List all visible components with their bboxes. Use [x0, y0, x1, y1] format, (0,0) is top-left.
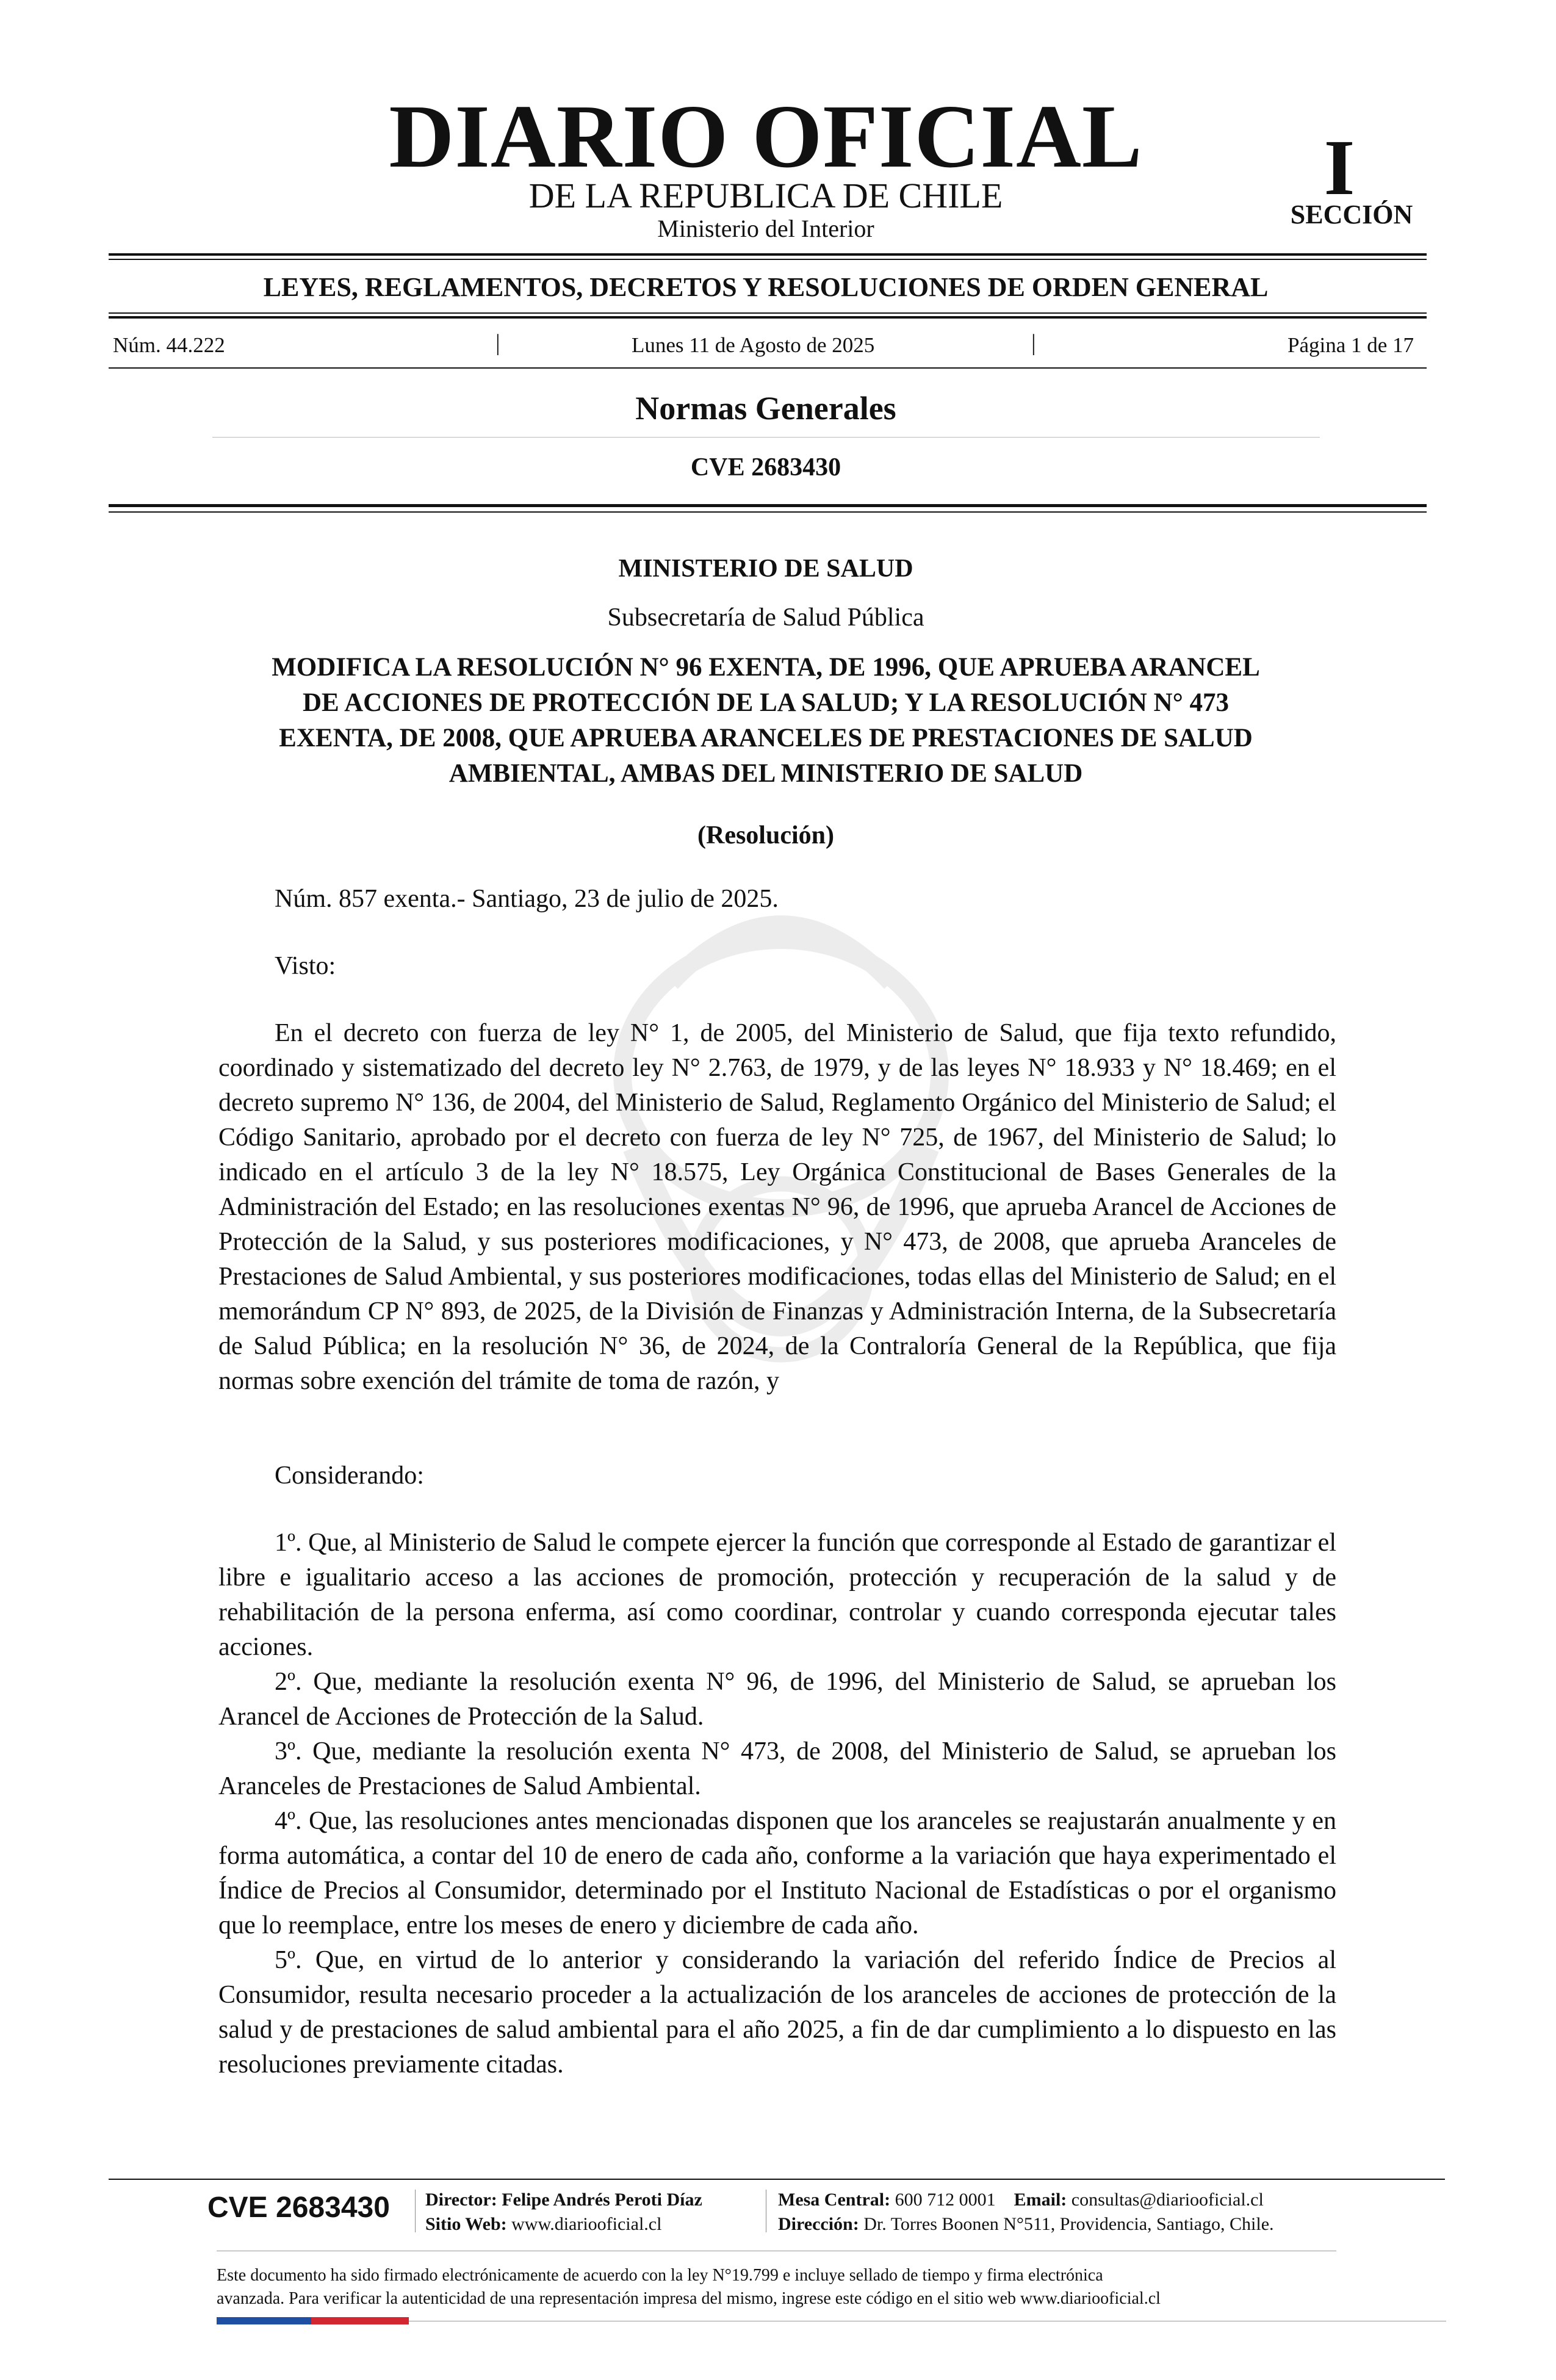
document-ministry: MINISTERIO DE SALUD [618, 555, 913, 583]
section-label: SECCIÓN [1290, 200, 1413, 229]
cve-rule-thin [109, 511, 1427, 513]
document-type: (Resolución) [697, 821, 834, 849]
considerando-item: 2º. Que, mediante la resolución exenta N° 96, de 1996, del Ministerio de Salud, se aprueban los Arancel de Acciones de Protección de la Salud. [218, 1668, 1336, 1731]
email-link[interactable]: consultas@diariooficial.cl [1071, 2190, 1264, 2210]
flag-stripe-blue [217, 2317, 311, 2324]
masthead-title: DIARIO OFICIAL [389, 87, 1143, 187]
meta-separator: | [1031, 330, 1036, 356]
number-line: Núm. 857 exenta.- Santiago, 23 de julio de 2025. [275, 885, 779, 913]
masthead-subtitle: DE LA REPUBLICA DE CHILE [528, 176, 1003, 215]
section-heading: Normas Generales [635, 390, 896, 427]
website-label: Sitio Web: [425, 2214, 507, 2234]
director-name: Felipe Andrés Peroti Díaz [502, 2190, 702, 2210]
considerando-label: Considerando: [275, 1462, 424, 1490]
visto-paragraph: En el decreto con fuerza de ley N° 1, de 2005, del Ministerio de Salud, que fija texto refundido, coordinado y sistematizado del decreto ley N° 2.763, de 1979, y de las leyes N° 18.933 y N° 18.469; en el decreto supremo N° 136, de 2004, del Ministerio de Salud, Reglamento Orgánico del Ministerio de Salud; el Código Sanitario, aprobado por el decreto con fuerza de ley N° 725, de 1967, del Ministerio de Salud; lo indicado en el artículo 3 de la ley N° 18.575, Ley Orgánica Constitucional de Bases Generales de la Administración del Estado; en las resoluciones exentas N° 96, de 1996, que aprueba Arancel de Acciones de Protección de la Salud, y sus posteriores modificaciones, y N° 473, de 2008, que aprueba Aranceles de Prestaciones de Salud Ambiental, y sus posteriores modificaciones, todas ellas del Ministerio de Salud; en el memorándum CP N° 893, de 2025, de la División de Finanzas y Administración Interna, de la Subsecretaría de Salud Pública; en la resolución N° 36, de 2024, de la Contraloría General de la República, que fija normas sobre exención del trámite de toma de razón, y [218, 1019, 1336, 1395]
meta-separator: | [495, 330, 500, 356]
cve-rule-thick [109, 504, 1427, 507]
footer-contact-block [778, 2188, 1274, 2237]
legal-line: Este documento ha sido firmado electrónicamente de acuerdo con la ley N°19.799 e incluye sellado de tiempo y firma electrónica [217, 2266, 1103, 2285]
considerandos [218, 1526, 1336, 2082]
footer-rule-top [109, 2179, 1445, 2180]
document-title-line: DE ACCIONES DE PROTECCIÓN DE LA SALUD; Y LA RESOLUCIÓN N° 473 [302, 688, 1230, 717]
phone-label: Mesa Central: [778, 2190, 891, 2210]
document-undersecretariat: Subsecretaría de Salud Pública [607, 604, 924, 632]
issue-date: Lunes 11 de Agosto de 2025 [632, 333, 875, 357]
footer-vertical-divider [415, 2190, 416, 2232]
considerando-item: 4º. Que, las resoluciones antes mencionadas disponen que los aranceles se reajustarán anualmente y en forma automática, a contar del 10 de enero de cada año, conforme a la variación que haya experimentado el Índice de Precios al Consumidor, determinado por el Instituto Nacional de Estadísticas o por el organismo que lo reemplace, entre los meses de enero y diciembre de cada año. [218, 1807, 1336, 1939]
address-label: Dirección: [778, 2214, 859, 2234]
director-label: Director: [425, 2190, 497, 2210]
masthead-ministry: Ministerio del Interior [657, 215, 874, 242]
cve-code: CVE 2683430 [690, 453, 841, 481]
footer-legal-notice [217, 2264, 1336, 2310]
visto-label: Visto: [275, 952, 336, 980]
considerando-item: 3º. Que, mediante la resolución exenta N° 473, de 2008, del Ministerio de Salud, se aprueban los Aranceles de Prestaciones de Salud Ambiental. [218, 1737, 1336, 1800]
header-rule-mid [109, 312, 1427, 314]
category-heading: LEYES, REGLAMENTOS, DECRETOS Y RESOLUCIONES DE ORDEN GENERAL [263, 272, 1269, 302]
meta-rule [109, 367, 1427, 369]
footer-cve-code: CVE 2683430 [207, 2191, 390, 2224]
document-title [207, 650, 1324, 792]
address-text: Dr. Torres Boonen N°511, Providencia, Santiago, Chile. [863, 2214, 1274, 2234]
header-rule-top-thin [109, 259, 1427, 260]
considerando-item: 5º. Que, en virtud de lo anterior y considerando la variación del referido Índice de Precios al Consumidor, resulta necesario proceder a la actualización de los aranceles de acciones de protección de la salud y de prestaciones de salud ambiental para el año 2025, a fin de dar cumplimiento a lo dispuesto en las resoluciones previamente citadas. [218, 1946, 1336, 2079]
document-title-line: AMBIENTAL, AMBAS DEL MINISTERIO DE SALUD [448, 759, 1083, 788]
flag-stripe-red [311, 2317, 409, 2324]
legal-line: avanzada. Para verificar la autenticidad de una representación impresa del mismo, ingrese este código en el sitio web www.diariooficial.cl [217, 2289, 1161, 2308]
header-rule-mid-thick [109, 316, 1427, 319]
considerando-item: 1º. Que, al Ministerio de Salud le compete ejercer la función que corresponde al Estado de garantizar el libre e igualitario acceso a las acciones de promoción, protección y recuperación de la salud y de rehabilitación de la persona enferma, así como coordinar, controlar y cuando corresponda ejecutar tales acciones. [218, 1529, 1336, 1661]
section-divider [212, 437, 1320, 438]
header-rule-top [109, 253, 1427, 256]
document-title-line: EXENTA, DE 2008, QUE APRUEBA ARANCELES DE PRESTACIONES DE SALUD [279, 724, 1253, 752]
document-title-line: MODIFICA LA RESOLUCIÓN N° 96 EXENTA, DE 1996, QUE APRUEBA ARANCEL [272, 653, 1260, 682]
page-indicator: Página 1 de 17 [1288, 333, 1414, 357]
issue-number: Núm. 44.222 [113, 333, 225, 357]
email-label: Email: [1014, 2190, 1067, 2210]
footer-director-block [425, 2188, 702, 2237]
phone-number: 600 712 0001 [895, 2190, 996, 2210]
website-link[interactable]: www.diariooficial.cl [511, 2214, 662, 2234]
section-number: I [1324, 124, 1355, 212]
